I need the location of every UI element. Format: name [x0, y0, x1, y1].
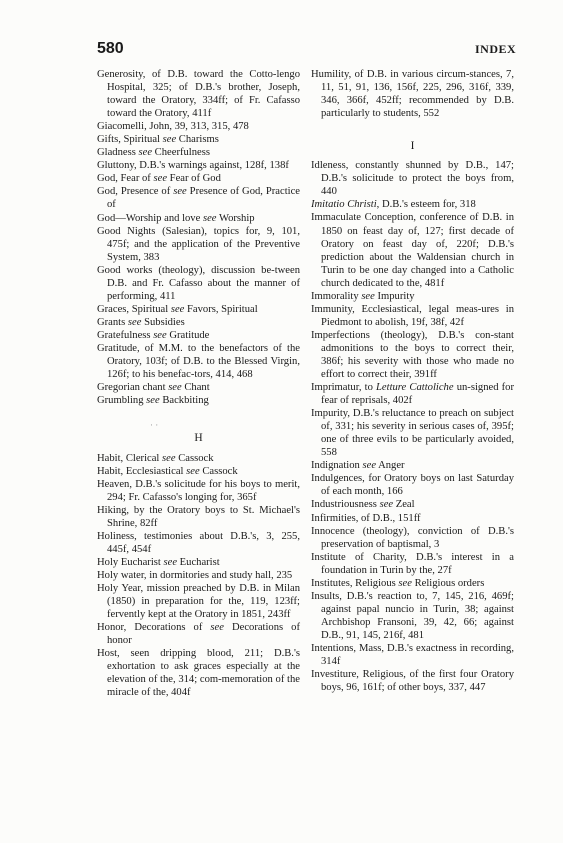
section-letter: H — [194, 432, 203, 444]
index-entry: Honor, Decorations of see Decorations of honor — [97, 622, 301, 647]
index-entry: Imitatio Christi, D.B.'s esteem for, 318 — [311, 199, 476, 211]
index-entry: Immaculate Conception, conference of D.B. in 1850 on feast day of, 127; first decade of Oratory on feast day of, 220f; D.B.'s prediction about the Waldensian church in Turin to be one day changed into a Catholic church dedicated to the, 481f — [311, 212, 514, 289]
index-entry: Heaven, D.B.'s solicitude for his boys to merit, 294; Fr. Cafasso's longing for, 365f — [97, 478, 300, 503]
index-entry: Institutes, Religious see Religious orders — [311, 577, 485, 589]
index-column-left — [97, 68, 300, 699]
index-entry: Immorality see Impurity — [311, 290, 415, 302]
index-entry: Industriousness see Zeal — [311, 499, 415, 511]
index-entry: Idleness, constantly shunned by D.B., 147; D.B.'s solicitude to protect the boys from, 440 — [311, 160, 514, 198]
index-entry: Graces, Spiritual see Favors, Spiritual — [97, 303, 258, 315]
stray-mark: · · — [150, 420, 159, 430]
index-column-right — [311, 68, 514, 694]
index-entry: Holy Year, mission preached by D.B. in Milan (1850) in preparation for the, 119, 123ff; fervently kept at the Oratory in 1851, 243ff — [97, 582, 300, 621]
index-entry: Host, seen dripping blood, 211; D.B.'s exhortation to ask graces especially at the elevation of the, 314; com-memoration of the miracle of the, 404f — [97, 648, 300, 699]
index-entry: Insults, D.B.'s reaction to, 7, 145, 216, 469f; against papal nuncio in Turin, 38; against Archbishop Fransoni, 39, 42, 66; against D.B., 91, 145, 216f, 481 — [311, 590, 514, 641]
index-entry: Holiness, testimonies about D.B.'s, 3, 255, 445f, 454f — [97, 530, 300, 555]
index-entry: Gratefulness see Gratitude — [97, 329, 210, 341]
index-entry: Innocence (theology), conviction of D.B.'s preservation of baptismal, 3 — [311, 525, 514, 550]
index-entry: Good works (theology), discussion be-tween D.B. and Fr. Cafasso about the manner of performing, 411 — [97, 264, 300, 302]
index-entry: Habit, Ecclesiastical see Cassock — [97, 465, 238, 477]
index-entry: Holy water, in dormitories and study hall, 235 — [97, 569, 293, 581]
index-entry: Gifts, Spiritual see Charisms — [97, 134, 219, 146]
page-number: 580 — [97, 40, 124, 57]
index-entry: Infirmities, of D.B., 151ff — [311, 512, 421, 524]
index-entry: God—Worship and love see Worship — [97, 212, 255, 224]
index-entry: Holy Eucharist see Eucharist — [97, 556, 220, 568]
index-entry: Giacomelli, John, 39, 313, 315, 478 — [97, 121, 249, 133]
index-entry: God, Fear of see Fear of God — [97, 173, 221, 185]
index-entry: Gratitude, of M.M. to the benefactors of the Oratory, 103f; of D.B. to the Blessed Virgin, 126f; to his benefac-tors, 414, 468 — [97, 342, 300, 381]
index-entry: Immunity, Ecclesiastical, legal meas-ures in Piedmont to abolish, 19f, 38f, 42f — [311, 303, 514, 328]
index-entry: Gluttony, D.B.'s warnings against, 128f, 138f — [97, 160, 289, 172]
index-entry: Indulgences, for Oratory boys on last Saturday of each month, 166 — [311, 473, 514, 498]
section-spacer — [311, 120, 514, 140]
index-entry: Investiture, Religious, of the first four Oratory boys, 96, 161f; of other boys, 337, 447 — [311, 669, 514, 694]
index-entry: Hiking, by the Oratory boys to St. Michael's Shrine, 82ff — [97, 504, 300, 529]
index-entry: Grants see Subsidies — [97, 316, 185, 328]
index-entry: Intentions, Mass, D.B.'s exactness in recording, 314f — [311, 643, 514, 668]
section-letter: I — [410, 139, 415, 152]
index-entry: Imperfections (theology), D.B.'s con-stant admonitions to the boys to correct their, 386f; his severity with those who made no effort to correct their, 391ff — [311, 329, 514, 381]
index-entry: Gladness see Cheerfulness — [97, 147, 210, 159]
index-entry: Humility, of D.B. in various circum-stances, 7, 11, 51, 91, 136, 156f, 225, 296, 316f, 339, 346, 366f, 452ff; recommended by D.B. particularly to students, 552 — [311, 69, 514, 120]
index-entry: Habit, Clerical see Cassock — [97, 452, 214, 464]
index-entry: Institute of Charity, D.B.'s interest in a foundation in Turin by the, 27f — [311, 551, 514, 576]
index-entry: Indignation see Anger — [311, 460, 405, 472]
index-entry: Generosity, of D.B. toward the Cotto-lengo Hospital, 325; of D.B.'s brother, Joseph, toward the Oratory, 334ff; of Fr. Cafasso toward the Oratory, 411f — [97, 69, 300, 120]
running-head: INDEX — [475, 42, 517, 56]
index-entry: Gregorian chant see Chant — [97, 382, 210, 394]
index-entry: Grumbling see Backbiting — [97, 395, 209, 407]
index-entry: God, Presence of see Presence of God, Practice of — [97, 186, 300, 211]
section-spacer — [97, 407, 300, 432]
index-entry: Good Nights (Salesian), topics for, 9, 101, 475f; and the application of the Preventive System, 383 — [97, 225, 300, 263]
index-entry: Impurity, D.B.'s reluctance to preach on subject of, 331; his severity in serious cases of, 395f; one of three evils to be particularly avoided, 558 — [311, 408, 514, 459]
index-entry: Imprimatur, to Letture Cattoliche un-signed for fear of reprisals, 402f — [311, 382, 514, 407]
